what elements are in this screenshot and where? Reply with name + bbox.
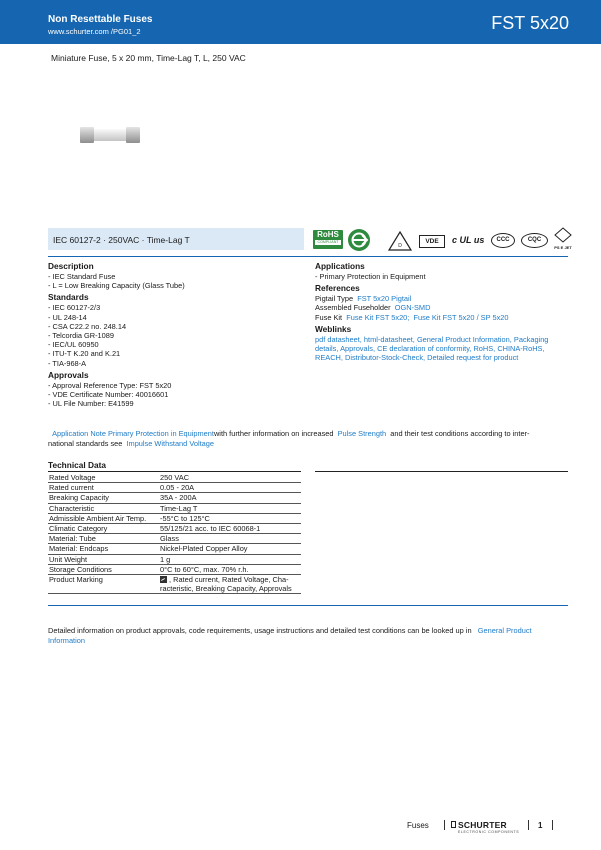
approvals-item: - Approval Reference Type: FST 5x20: [48, 380, 172, 390]
schurter-logo-icon: [451, 821, 456, 828]
approvals-item: - UL File Number: E41599: [48, 399, 134, 409]
note-text: national standards see: [48, 439, 123, 448]
jet-pse-logo: [554, 227, 572, 253]
reference-label: Assembled Fuseholder: [315, 303, 391, 313]
weblink[interactable]: General Product Information,: [416, 334, 512, 344]
table-row: [48, 513, 301, 523]
technical-data-table: [48, 473, 301, 594]
note-text: with further information on increased: [213, 429, 334, 438]
spec-value: Time-Lag T: [159, 503, 301, 513]
standards-item: - ITU-T K.20 and K.21: [48, 349, 121, 359]
weblink[interactable]: RoHS,: [473, 344, 496, 354]
footer-note-text: Detailed information on product approvals, code requirements, usage instructions and detailed test conditions can be looked up in: [48, 626, 472, 635]
fuseholder-link[interactable]: OGN-SMD: [394, 303, 431, 313]
section-divider: [48, 256, 568, 257]
marking-symbol-icon: [160, 576, 167, 583]
ul-logo-text: c UL us: [452, 235, 485, 245]
brand-subtitle: ELECTRONIC COMPONENTS: [458, 830, 520, 834]
rohs-logo-text: RoHS: [317, 230, 339, 239]
impulse-voltage-link[interactable]: Impulse Withstand Voltage: [126, 439, 214, 448]
header-url[interactable]: www.schurter.com /PG01_2: [48, 27, 141, 36]
cqc-logo-text: CQC: [527, 237, 542, 243]
reference-row: [315, 313, 570, 322]
weblink[interactable]: Distributor-Stock-Check,: [345, 353, 426, 363]
table-row: [48, 554, 301, 564]
description-line: - L = Low Breaking Capacity (Glass Tube): [48, 281, 185, 291]
applications-item: - Primary Protection in Equipment: [315, 272, 426, 281]
left-column: [48, 261, 303, 408]
note-text: and their test conditions according to inter-: [390, 429, 530, 438]
spec-value: 250 VAC: [159, 473, 301, 483]
reference-row: [315, 303, 570, 312]
weblinks-heading: Weblinks: [315, 323, 352, 334]
technical-data-heading: Technical Data: [48, 460, 106, 470]
ccc-logo-text: CCC: [496, 237, 510, 243]
page-number: 1: [538, 821, 543, 830]
footer-separator: [552, 820, 553, 830]
marking-text: racteristic, Breaking Capacity, Approvals: [160, 584, 292, 594]
right-column-rule: [315, 471, 568, 472]
pse-diamond-icon: [554, 227, 572, 243]
table-row: [48, 564, 301, 574]
weblink[interactable]: Approvals,: [340, 344, 375, 354]
vde-logo-text: VDE: [425, 238, 439, 245]
svg-text:D: D: [398, 243, 402, 249]
weblink[interactable]: REACH,: [315, 353, 343, 363]
standards-item: - TIA-968-A: [48, 358, 87, 368]
spec-key: Climatic Category: [48, 524, 159, 534]
weblink[interactable]: Detailed request for product: [427, 353, 519, 363]
footer-section-label: Fuses: [407, 821, 429, 830]
spec-key: Unit Weight: [48, 554, 159, 564]
weblink[interactable]: Packaging: [513, 334, 549, 344]
table-row: [48, 503, 301, 513]
jet-logo-text: PS E JET: [554, 245, 572, 250]
pigtail-link[interactable]: FST 5x20 Pigtail: [357, 294, 412, 304]
standards-item: - Telcordia GR-1089: [48, 331, 114, 341]
table-row: [48, 534, 301, 544]
weblink[interactable]: details,: [315, 344, 339, 354]
weblink[interactable]: CHINA-RoHS,: [497, 344, 545, 354]
weblinks-list: [315, 335, 570, 363]
fuse-product-image: [80, 127, 140, 143]
spec-key: Storage Conditions: [48, 564, 159, 574]
rohs-logo-subtext: COMPLIANT: [315, 240, 341, 245]
table-row: [48, 524, 301, 534]
table-row: [48, 483, 301, 493]
general-product-info-link[interactable]: General Product: [477, 626, 532, 635]
approval-logos: [312, 226, 574, 254]
cqc-logo: [521, 233, 548, 248]
general-info-note: [48, 626, 568, 646]
page-footer: [0, 820, 601, 834]
ul-logo: [452, 235, 484, 245]
spec-key: Rated Voltage: [48, 473, 159, 483]
page-header: [0, 0, 601, 44]
spec-value: 35A - 200A: [159, 493, 301, 503]
product-category: Non Resettable Fuses: [48, 14, 153, 25]
spec-key: Characteristic: [48, 503, 159, 513]
references-heading: References: [315, 283, 360, 294]
approvals-heading: Approvals: [48, 369, 89, 380]
rohs-logo: [313, 230, 343, 249]
weblink[interactable]: html-datasheet,: [363, 334, 415, 344]
standards-item: - CSA C22.2 no. 248.14: [48, 321, 127, 331]
vde-logo: [419, 235, 445, 248]
product-subtitle: Miniature Fuse, 5 x 20 mm, Time-Lag T, L, 250 VAC: [51, 53, 246, 63]
application-note: [48, 429, 568, 449]
spec-value: 55/125/21 acc. to IEC 60068-1: [159, 524, 301, 534]
general-product-info-link[interactable]: Information: [48, 636, 85, 645]
spec-value: Glass: [159, 534, 301, 544]
spec-value: -55°C to 125°C: [159, 513, 301, 523]
standards-item: - IEC 60127-2/3: [48, 303, 101, 313]
spec-key: Rated current: [48, 483, 159, 493]
standards-item: - IEC/UL 60950: [48, 340, 99, 350]
table-top-rule: [48, 471, 301, 472]
china-rohs-icon: [347, 228, 371, 252]
bottom-divider: [48, 605, 568, 606]
spec-key: Material: Tube: [48, 534, 159, 544]
product-model: FST 5x20: [491, 13, 569, 33]
spec-value: 1 g: [159, 554, 301, 564]
spec-key: Breaking Capacity: [48, 493, 159, 503]
fuse-endcap-left: [80, 127, 94, 143]
brand-name: SCHURTER: [458, 820, 507, 830]
vde-triangle-icon: [388, 231, 412, 251]
weblink[interactable]: CE declaration of conformity,: [377, 344, 472, 354]
spec-key: Material: Endcaps: [48, 544, 159, 554]
reference-row: [315, 294, 570, 303]
reference-label: Fuse Kit: [315, 312, 343, 322]
spec-banner: IEC 60127-2 · 250VAC · Time-Lag T: [48, 228, 304, 250]
table-row: [48, 544, 301, 554]
fuse-kit-link[interactable]: Fuse Kit FST 5x20;: [346, 312, 410, 322]
table-row: [48, 575, 301, 594]
standards-item: - UL 248-14: [48, 312, 87, 322]
footer-separator: [528, 820, 529, 830]
description-line: - IEC Standard Fuse: [48, 272, 116, 281]
spec-value: 0°C to 60°C, max. 70% r.h.: [159, 564, 301, 574]
standards-heading: Standards: [48, 292, 89, 303]
fuse-glass-tube: [94, 129, 126, 141]
applications-heading: Applications: [315, 261, 365, 271]
reference-label: Pigtail Type: [315, 294, 354, 304]
weblink[interactable]: pdf datasheet,: [315, 334, 362, 344]
right-column: [315, 261, 570, 362]
description-heading: Description: [48, 261, 94, 271]
marking-text: , Rated current, Rated Voltage, Cha-: [169, 575, 289, 585]
fuse-endcap-right: [126, 127, 140, 143]
spec-key: Product Marking: [48, 575, 159, 594]
table-row: [48, 493, 301, 503]
fuse-kit-sp-link[interactable]: Fuse Kit FST 5x20 / SP 5x20: [413, 312, 509, 322]
spec-value: [159, 575, 301, 594]
spec-key: Admissible Ambient Air Temp.: [48, 513, 159, 523]
pulse-strength-link[interactable]: Pulse Strength: [337, 429, 387, 438]
approvals-item: - VDE Certificate Number: 40016601: [48, 390, 169, 400]
spec-value: 0.05 - 20A: [159, 483, 301, 493]
ccc-logo: [491, 233, 515, 248]
footer-separator: [444, 820, 445, 830]
table-row: [48, 473, 301, 483]
spec-value: Nickel-Plated Copper Alloy: [159, 544, 301, 554]
app-note-link[interactable]: Application Note Primary Protection in Equipment: [52, 429, 214, 438]
